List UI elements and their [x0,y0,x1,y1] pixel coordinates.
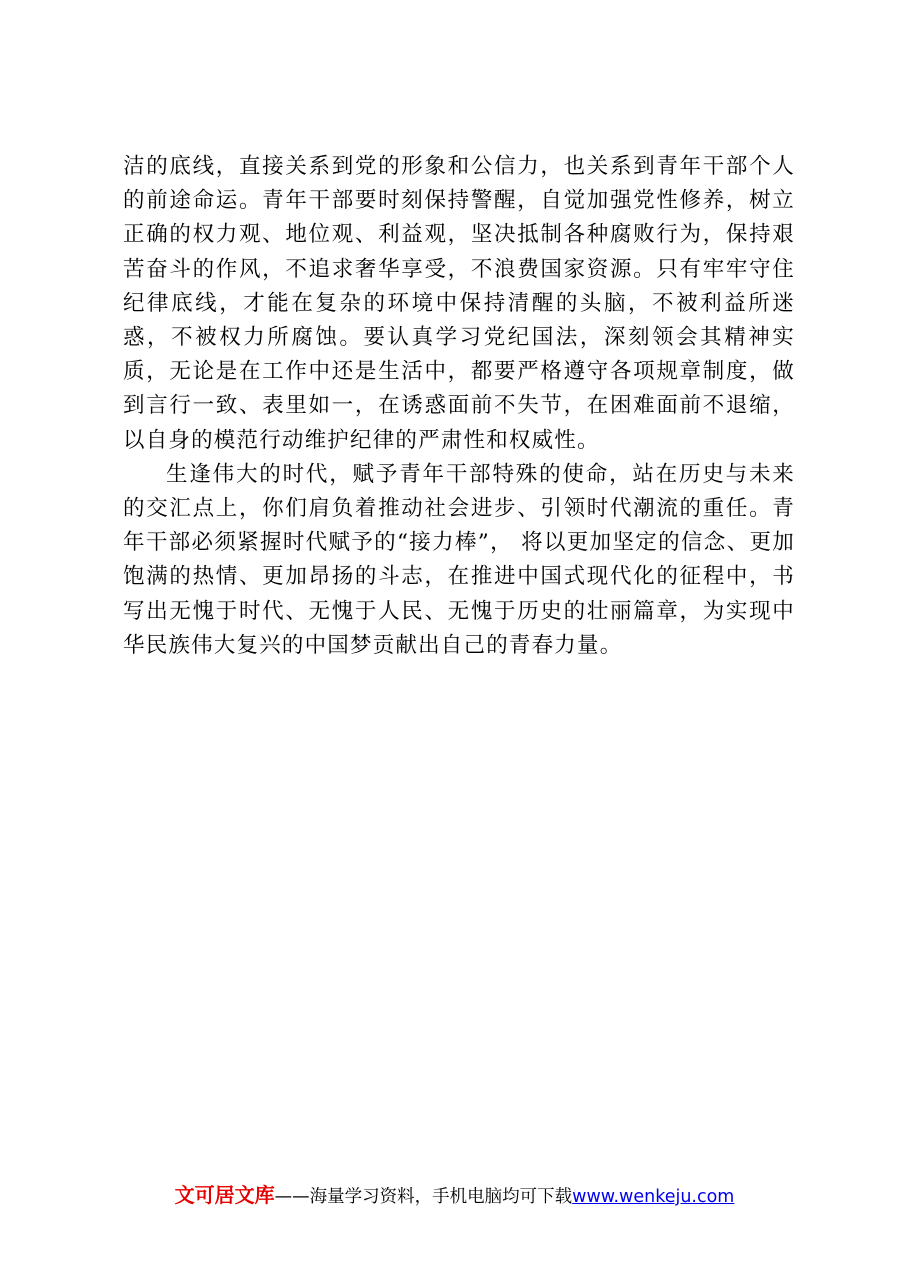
paragraph: 生逢伟大的时代，赋予青年干部特殊的使命，站在历史与未来的交汇点上，你们肩负着推动社会进步、引领时代潮流的重任。青年干部必须紧握时代赋予的“接力棒”， 将以更加坚定的信念、更加饱满的热情、更加昂扬的斗志，在推进中国式现代化的征程中，书写出无愧于时代、无愧于人民、无愧于历史的壮丽篇章，为实现中华民族伟大复兴的中国梦贡献出自己的青春力量。 [123,461,795,658]
document-body [123,150,795,663]
paragraph-continued: 洁的底线，直接关系到党的形象和公信力，也关系到青年干部个人的前途命运。青年干部要时刻保持警醒，自觉加强党性修养，树立正确的权力观、地位观、利益观，坚决抵制各种腐败行为，保持艰苦奋斗的作风，不追求奢华享受，不浪费国家资源。只有牢牢守住纪律底线，才能在复杂的环境中保持清醒的头脑，不被利益所迷惑，不被权力所腐蚀。要认真学习党纪国法，深刻领会其精神实质，无论是在工作中还是生活中，都要严格遵守各项规章制度，做到言行一致、表里如一，在诱惑面前不失节，在困难面前不退缩，以自身的模范行动维护纪律的严肃性和权威性。 [123,154,795,453]
footer-brand: 文可居文库 [174,1183,275,1207]
footer-website-link[interactable]: www.wenkeju.com [572,1187,735,1207]
footer-slogan: ——海量学习资料，手机电脑均可下载 [274,1187,573,1207]
page-footer [0,1183,909,1209]
